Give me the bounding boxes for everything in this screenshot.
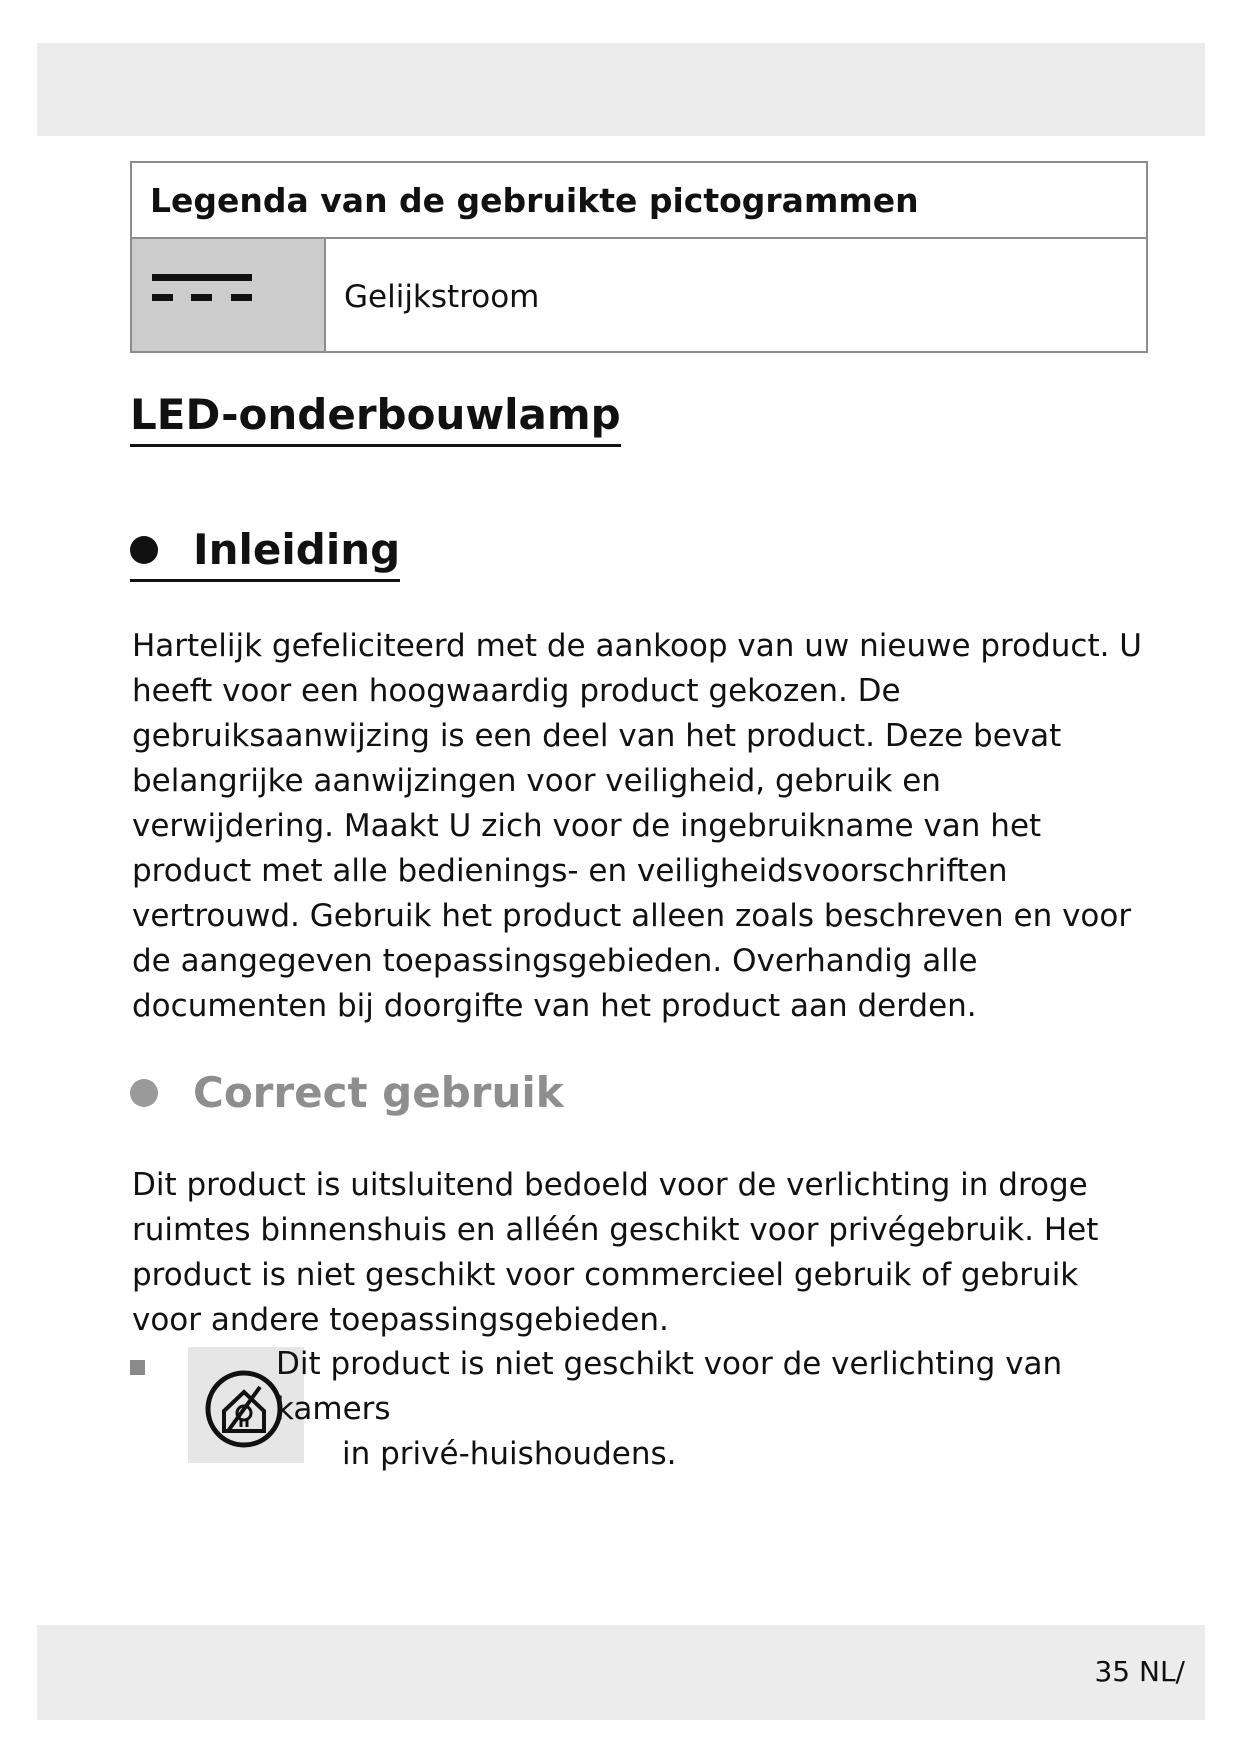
legend-heading: Legenda van de gebruikte pictogrammen: [132, 163, 1146, 239]
direct-current-icon: [132, 239, 326, 351]
usage-note-text: [276, 1342, 1136, 1477]
footer-band: [37, 1625, 1205, 1720]
usage-note-line1: Dit product is niet geschikt voor de verlichting van kamers: [276, 1346, 1063, 1427]
legend-row: [132, 239, 1146, 351]
legend-label: Gelijkstroom: [344, 279, 540, 315]
header-band: [37, 43, 1205, 136]
usage-note: [130, 1342, 1150, 1472]
bullet-dot-icon: [130, 1079, 158, 1107]
introduction-paragraph: Hartelijk gefeliciteerd met de aankoop van uw nieuwe product. U heeft voor een hoogwaardig product gekozen. De gebruiksaanwijzing is een deel van het product. Deze bevat belangrijke aanwijzingen voor veiligheid, gebruik en verwijdering. Maakt U zich voor de ingebruikname van het product met alle bedienings- en veiligheidsvoorschriften vertrouwd. Gebruik het product alleen zoals beschreven en voor de aangegeven toepassingsgebieden. Overhandig alle documenten bij doorgifte van het product aan derden.: [132, 628, 1142, 1024]
usage-note-line2: in privé-huishoudens.: [342, 1436, 677, 1472]
section-heading-introduction: [130, 525, 400, 582]
section-heading-intended-use: [130, 1068, 564, 1118]
page-number: 35 NL/: [1094, 1655, 1185, 1688]
product-title: LED-onderbouwlamp: [130, 390, 621, 447]
section-heading-text: Inleiding: [193, 525, 401, 574]
section-heading-text: Correct gebruik: [193, 1068, 564, 1117]
bullet-dot-icon: [130, 536, 158, 564]
intended-use-paragraph: Dit product is uitsluitend bedoeld voor de verlichting in droge ruimtes binnenshuis en alléén geschikt voor privégebruik. Het product is niet geschikt voor commercieel gebruik of gebruik voor andere toepassingsgebieden.: [132, 1167, 1099, 1338]
pictogram-legend-table: [130, 161, 1148, 353]
square-bullet-icon: [130, 1360, 145, 1375]
